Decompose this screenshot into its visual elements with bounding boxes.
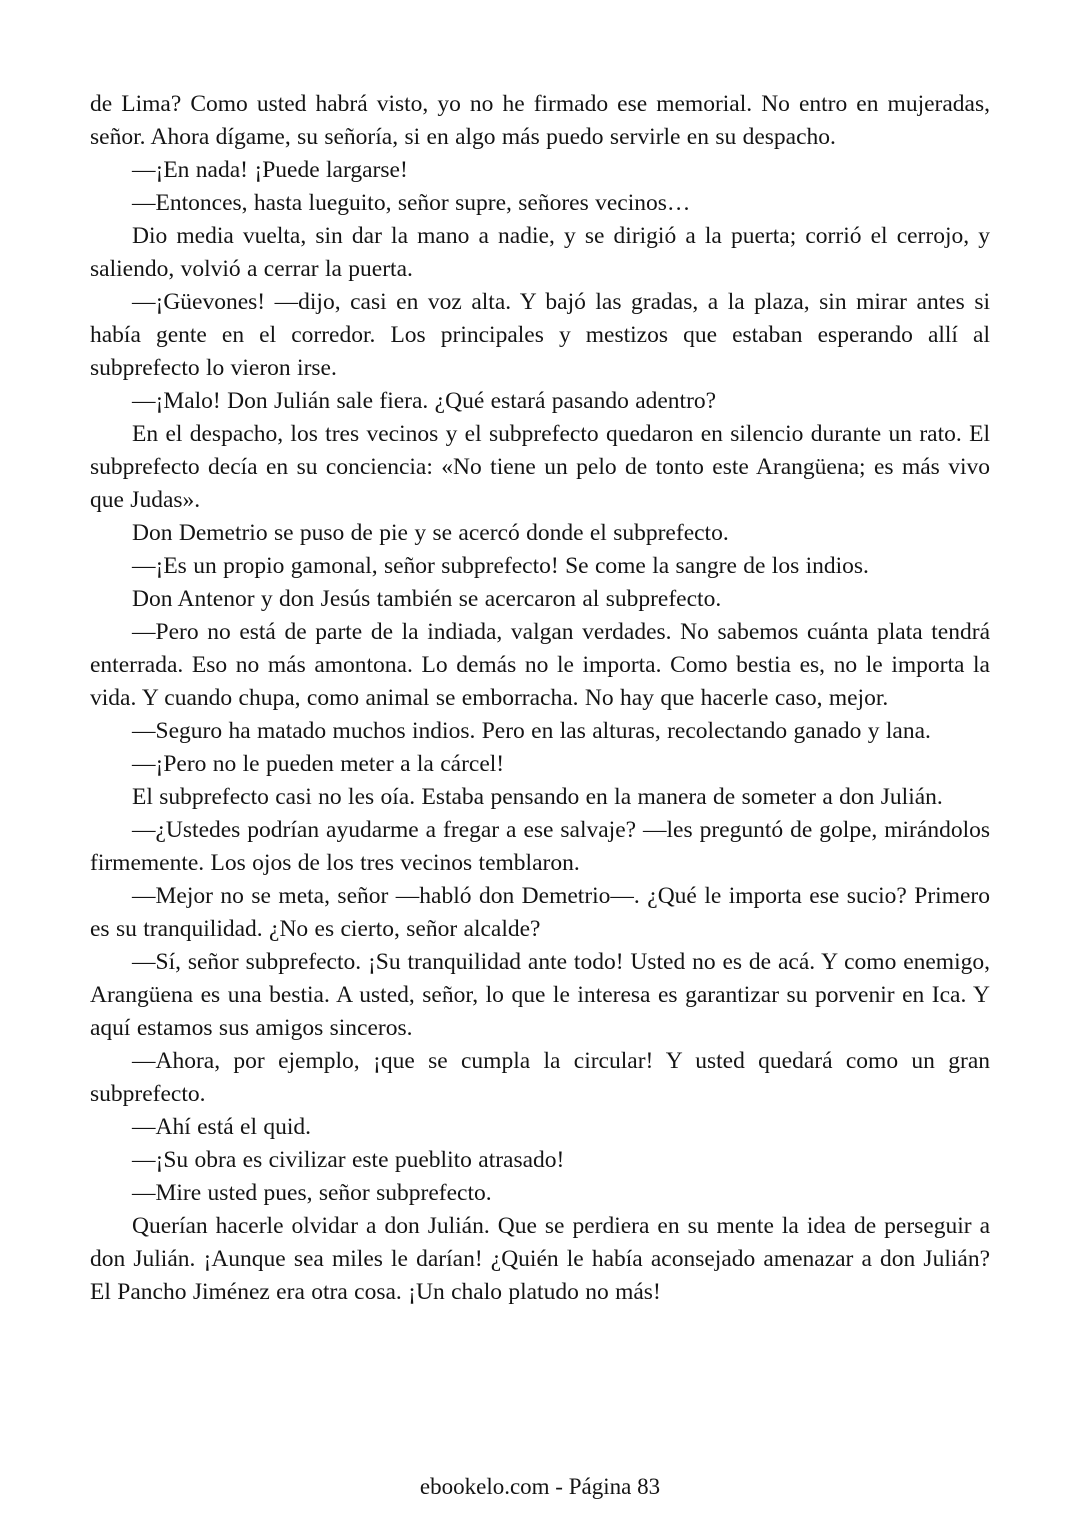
- paragraph: En el despacho, los tres vecinos y el subprefecto quedaron en silencio durante un rato. El subprefecto decía en su conciencia: «No tiene un pelo de tonto este Arangüena; es más vivo que Judas».: [90, 421, 990, 513]
- footer-text: ebookelo.com - Página 83: [419, 1474, 661, 1499]
- paragraph: Dio media vuelta, sin dar la mano a nadie, y se dirigió a la puerta; corrió el cerrojo, y saliendo, volvió a cerrar la puerta.: [90, 223, 990, 282]
- paragraph: —Pero no está de parte de la indiada, valgan verdades. No sabemos cuánta plata tendrá enterrada. Eso no más amontona. Lo demás no le importa. Como bestia es, no le importa la vida. Y cuando chupa, como animal se emborracha. No hay que hacerle caso, mejor.: [90, 619, 990, 711]
- paragraph: —Entonces, hasta lueguito, señor supre, señores vecinos…: [132, 190, 691, 216]
- paragraph: —¡Güevones! —dijo, casi en voz alta. Y bajó las gradas, a la plaza, sin mirar antes si había gente en el corredor. Los principales y mestizos que estaban esperando allí al subprefecto lo vieron irse.: [90, 289, 990, 381]
- paragraph: —Ahí está el quid.: [132, 1114, 312, 1140]
- page-footer: [0, 1473, 1080, 1501]
- paragraph: Querían hacerle olvidar a don Julián. Que se perdiera en su mente la idea de perseguir a don Julián. ¡Aunque sea miles le darían! ¿Quién le había aconsejado amenazar a don Julián? El Pancho Jiménez era otra cosa. ¡Un chalo platudo no más!: [90, 1213, 990, 1305]
- paragraph: —¡Es un propio gamonal, señor subprefecto! Se come la sangre de los indios.: [132, 553, 869, 579]
- paragraph: Don Antenor y don Jesús también se acercaron al subprefecto.: [132, 586, 722, 612]
- paragraph: —¡Su obra es civilizar este pueblito atrasado!: [132, 1147, 565, 1173]
- paragraph: —Ahora, por ejemplo, ¡que se cumpla la circular! Y usted quedará como un gran subprefecto.: [90, 1048, 990, 1107]
- body-text: [90, 88, 990, 1309]
- paragraph: El subprefecto casi no les oía. Estaba pensando en la manera de someter a don Julián.: [132, 784, 943, 810]
- paragraph: —¿Ustedes podrían ayudarme a fregar a ese salvaje? —les preguntó de golpe, mirándolos firmemente. Los ojos de los tres vecinos temblaron.: [90, 817, 990, 876]
- paragraph: —Mejor no se meta, señor —habló don Demetrio—. ¿Qué le importa ese sucio? Primero es su tranquilidad. ¿No es cierto, señor alcalde?: [90, 883, 990, 942]
- paragraph: —¡Pero no le pueden meter a la cárcel!: [132, 751, 505, 777]
- paragraph: —Sí, señor subprefecto. ¡Su tranquilidad ante todo! Usted no es de acá. Y como enemigo, Arangüena es una bestia. A usted, señor, lo que le interesa es garantizar su porvenir en Ica. Y aquí estamos sus amigos sinceros.: [90, 949, 990, 1041]
- paragraph: —¡En nada! ¡Puede largarse!: [132, 157, 408, 183]
- paragraph: —Mire usted pues, señor subprefecto.: [132, 1180, 492, 1206]
- paragraph: —¡Malo! Don Julián sale fiera. ¿Qué estará pasando adentro?: [132, 388, 717, 414]
- paragraph: —Seguro ha matado muchos indios. Pero en las alturas, recolectando ganado y lana.: [132, 718, 931, 744]
- paragraph: Don Demetrio se puso de pie y se acercó donde el subprefecto.: [132, 520, 729, 546]
- paragraph: de Lima? Como usted habrá visto, yo no he firmado ese memorial. No entro en mujeradas, señor. Ahora dígame, su señoría, si en algo más puedo servirle en su despacho.: [90, 91, 990, 150]
